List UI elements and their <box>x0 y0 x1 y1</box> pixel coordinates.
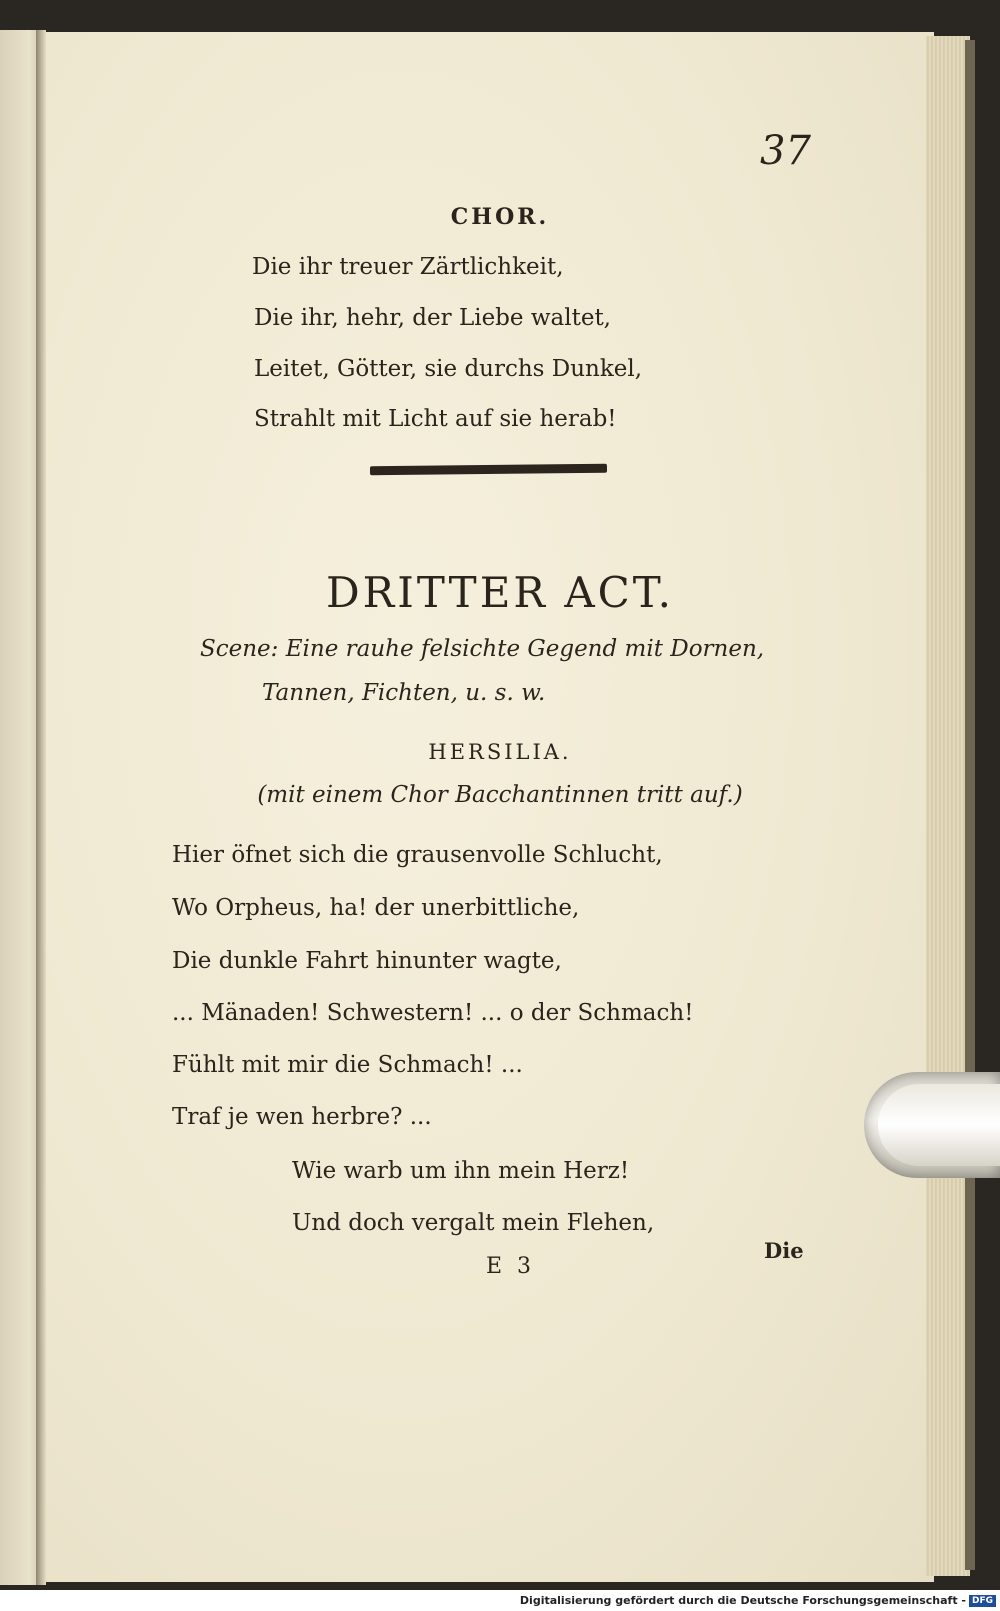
chorus-line: Die ihr treuer Zärtlichkeit, <box>252 254 564 280</box>
page-number: 37 <box>760 128 811 174</box>
catchword: Die <box>764 1238 804 1263</box>
stage-direction: (mit einem Chor Bacchantinnen tritt auf.) <box>257 782 743 808</box>
speech-line: Hier öfnet sich die grausenvolle Schlucht, <box>172 842 663 868</box>
chorus-line: Leitet, Götter, sie durchs Dunkel, <box>254 356 643 382</box>
scene-line: Tannen, Fichten, u. s. w. <box>262 680 546 706</box>
footer-text: Digitalisierung gefördert durch die Deutsche Forschungsgemeinschaft - <box>519 1594 966 1607</box>
chorus-heading: CHOR. <box>450 204 550 230</box>
chorus-line: Strahlt mit Licht auf sie herab! <box>254 406 617 432</box>
scene-line: Scene: Eine rauhe felsichte Gegend mit Dornen, <box>200 636 765 662</box>
speech-line: Traf je wen herbre? ... <box>172 1104 432 1130</box>
chorus-line: Die ihr, hehr, der Liebe waltet, <box>254 305 611 331</box>
digitization-footer <box>520 1594 996 1607</box>
speech-line: Fühlt mit mir die Schmach! ... <box>172 1052 523 1078</box>
speech-line: ... Mänaden! Schwestern! ... o der Schmach! <box>172 1000 694 1026</box>
speech-line-indented: Wie warb um ihn mein Herz! <box>292 1158 630 1184</box>
signature-mark: E 3 <box>486 1254 536 1279</box>
speech-line: Die dunkle Fahrt hinunter wagte, <box>172 948 562 974</box>
speech-line: Wo Orpheus, ha! der unerbittliche, <box>172 895 580 921</box>
speech-line-indented: Und doch vergalt mein Flehen, <box>292 1210 655 1236</box>
act-title: DRITTER ACT. <box>326 568 674 617</box>
dfg-logo: DFG <box>969 1595 996 1607</box>
speaker-name: HERSILIA. <box>428 740 572 764</box>
page-clip-highlight <box>878 1084 1000 1166</box>
